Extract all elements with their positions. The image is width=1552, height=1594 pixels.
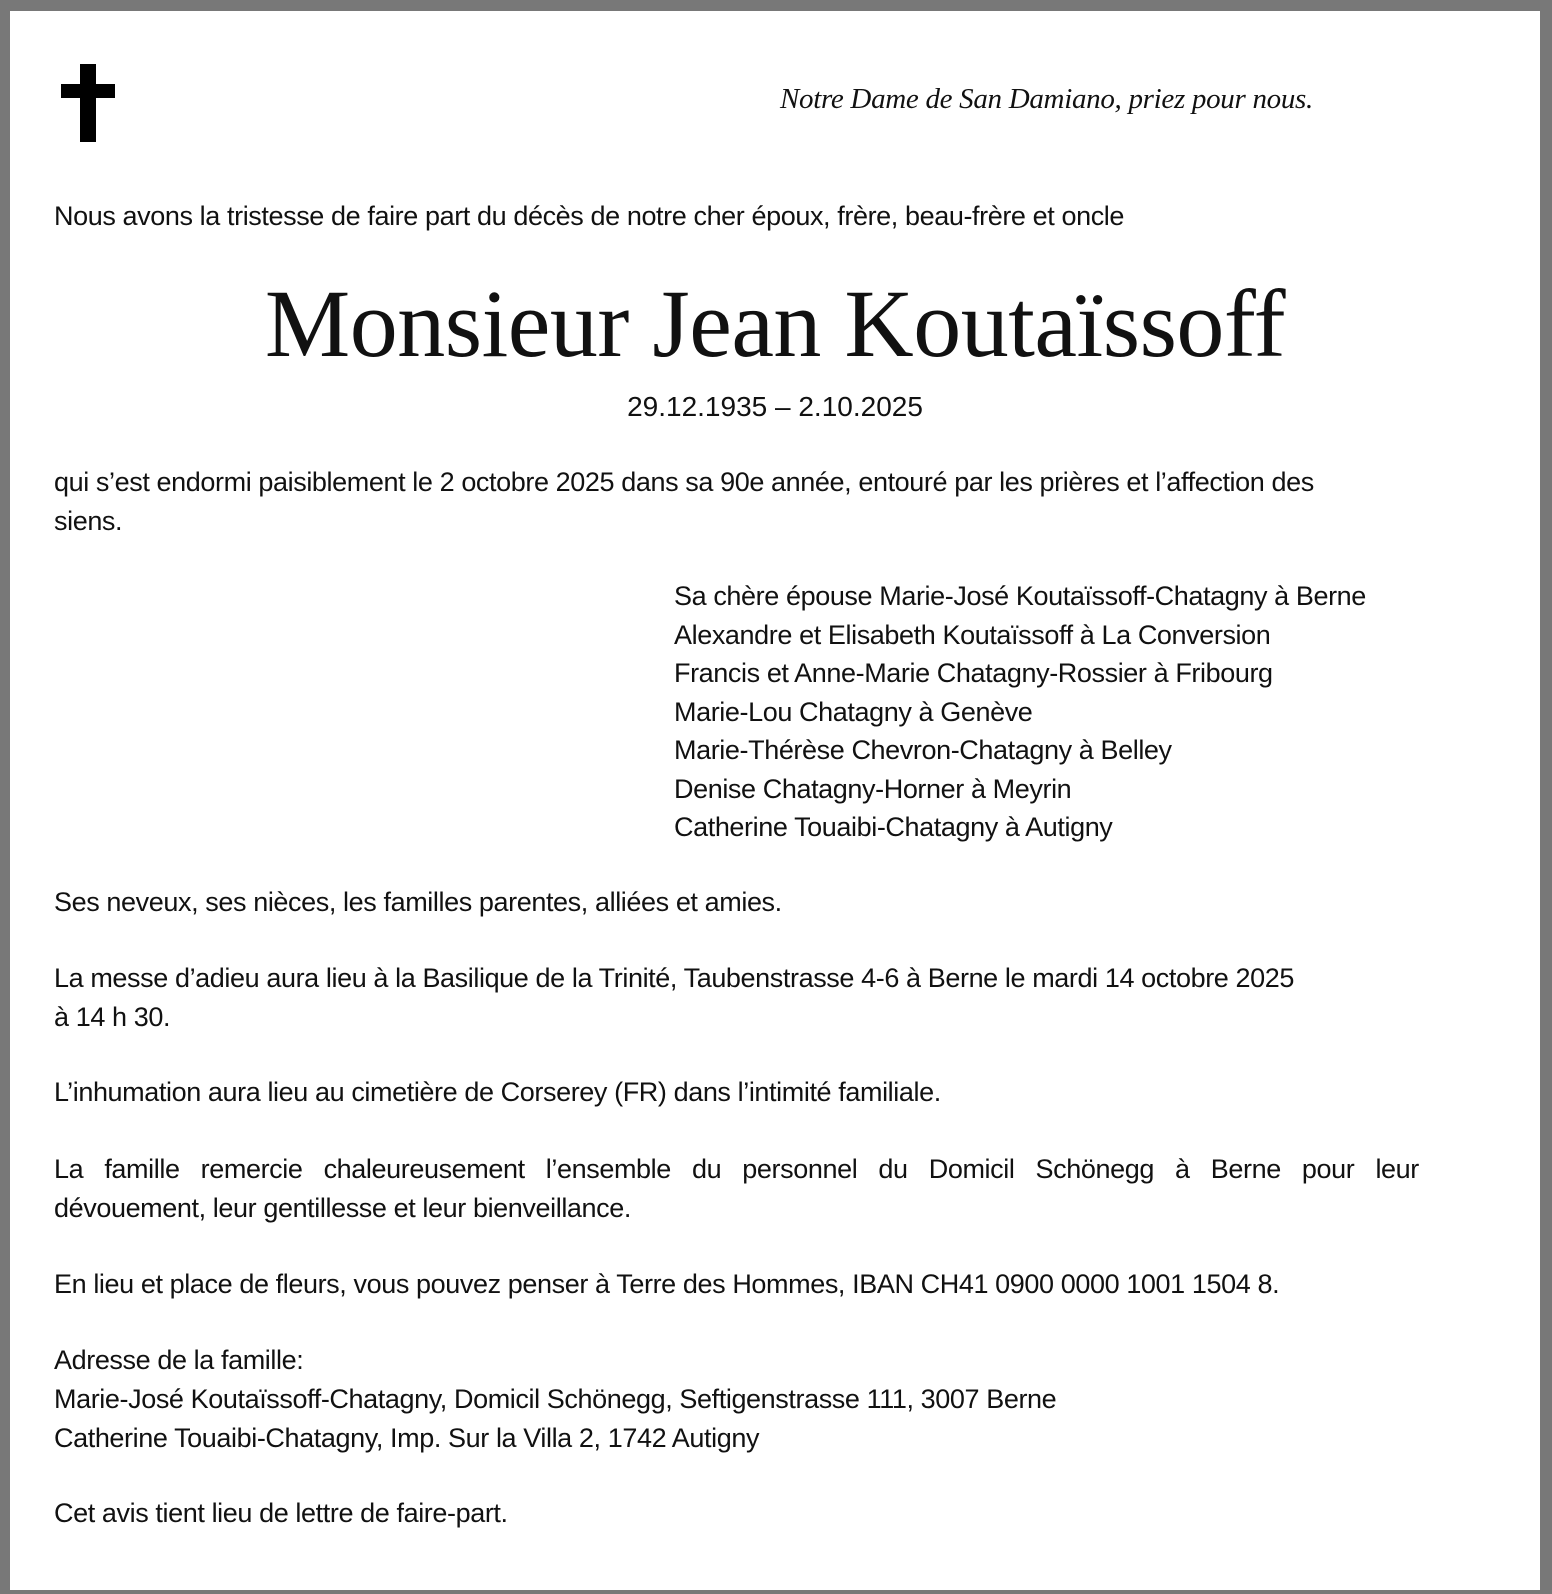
- donation-text: En lieu et place de fleurs, vous pouvez penser à Terre des Hommes, IBAN CH41 0900 0000 1001 1504 8.: [54, 1269, 1280, 1299]
- family-address: [54, 1341, 1056, 1458]
- mass-line-2: à 14 h 30.: [54, 1002, 171, 1032]
- obituary-page: [10, 11, 1540, 1590]
- thanks-line-2: dévouement, leur gentillesse et leur bienveillance.: [54, 1193, 631, 1223]
- mass-paragraph: [54, 959, 1294, 1037]
- latin-cross-icon: [61, 64, 115, 142]
- thanks-line-1: La famille remercie chaleureusement l’ensemble du personnel du Domicil Schönegg à Berne pour leur: [54, 1154, 1419, 1184]
- burial-text: L’inhumation aura lieu au cimetière de Corserey (FR) dans l’intimité familiale.: [54, 1077, 941, 1107]
- intro-text: Nous avons la tristesse de faire part du décès de notre cher époux, frère, beau-frère et oncle: [54, 201, 1125, 231]
- life-dates: 29.12.1935 – 2.10.2025: [627, 391, 923, 422]
- passing-line-1: qui s’est endormi paisiblement le 2 octobre 2025 dans sa 90e année, entouré par les prières et l’affection des: [54, 467, 1314, 497]
- thanks-paragraph: [54, 1150, 1419, 1228]
- family-member: Alexandre et Elisabeth Koutaïssoff à La Conversion: [674, 619, 1271, 650]
- family-member: Catherine Touaibi-Chatagny à Autigny: [674, 812, 1113, 842]
- family-member: Sa chère épouse Marie-José Koutaïssoff-Chatagny à Berne: [674, 581, 1366, 611]
- cross-horizontal-bar: [61, 84, 115, 98]
- family-member: Marie-Thérèse Chevron-Chatagny à Belley: [674, 735, 1172, 765]
- relatives-text: Ses neveux, ses nièces, les familles parentes, alliées et amies.: [54, 887, 782, 917]
- passing-line-2: siens.: [54, 506, 123, 536]
- address-line: Catherine Touaibi-Chatagny, Imp. Sur la Villa 2, 1742 Autigny: [54, 1423, 760, 1453]
- mass-line-1: La messe d’adieu aura lieu à la Basilique de la Trinité, Taubenstrasse 4-6 à Berne le mardi 14 octobre 2025: [54, 963, 1294, 993]
- closing-text: Cet avis tient lieu de lettre de faire-part.: [54, 1498, 508, 1528]
- family-list: [674, 577, 1366, 847]
- passing-paragraph: [54, 463, 1314, 541]
- prayer-line: Notre Dame de San Damiano, priez pour nous.: [780, 83, 1313, 115]
- deceased-name: Monsieur Jean Koutaïssoff: [264, 270, 1286, 377]
- cross-vertical-bar: [80, 64, 96, 142]
- address-label: Adresse de la famille:: [54, 1345, 304, 1375]
- family-member: Marie-Lou Chatagny à Genève: [674, 696, 1033, 727]
- family-member: Denise Chatagny-Horner à Meyrin: [674, 773, 1072, 804]
- address-line: Marie-José Koutaïssoff-Chatagny, Domicil Schönegg, Seftigenstrasse 111, 3007 Berne: [54, 1384, 1057, 1414]
- family-member: Francis et Anne-Marie Chatagny-Rossier à Fribourg: [674, 658, 1273, 688]
